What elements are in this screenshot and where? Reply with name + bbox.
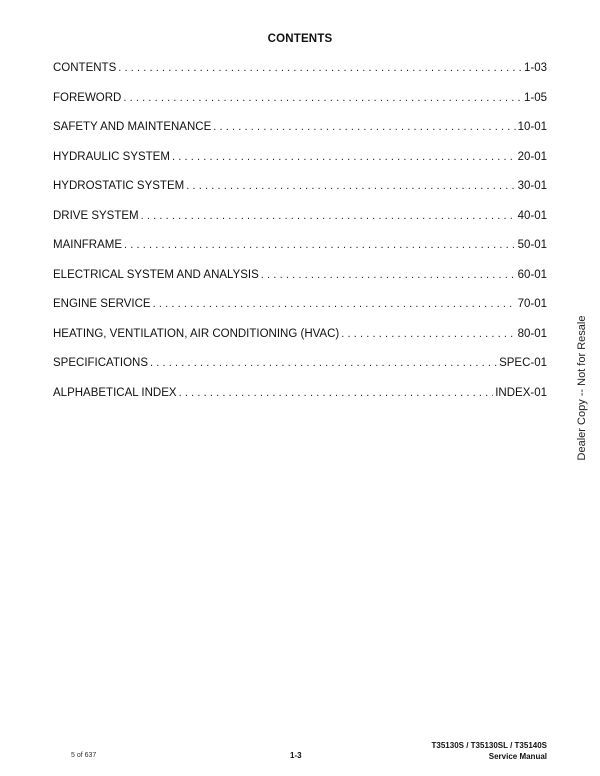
toc-entry-page: 30-01: [517, 180, 547, 192]
toc-entry-label: DRIVE SYSTEM: [53, 209, 139, 222]
toc-entry[interactable]: [53, 353, 547, 383]
toc-entry-page: 50-01: [517, 239, 547, 251]
toc-entry-page: 1-05: [523, 91, 547, 104]
toc-leader-dots: [141, 208, 516, 224]
toc-entry-page: SPEC-01: [499, 357, 547, 369]
toc-entry-page: 60-01: [517, 268, 547, 281]
toc-leader-dots: [118, 60, 522, 76]
page-number: 1-3: [290, 751, 302, 760]
toc-entry-label: ENGINE SERVICE: [53, 298, 151, 310]
toc-entry-label: SAFETY AND MAINTENANCE: [53, 121, 212, 133]
toc-entry-page: 70-01: [517, 298, 547, 310]
toc-leader-dots: [341, 326, 515, 342]
toc-entry[interactable]: [53, 176, 547, 206]
toc-entry[interactable]: [53, 324, 547, 354]
toc-entry-label: SPECIFICATIONS: [53, 357, 148, 369]
toc-leader-dots: [150, 355, 497, 371]
toc-entry-page: 10-01: [517, 121, 547, 133]
page-count: 5 of 637: [71, 752, 97, 759]
toc-entry-label: HEATING, VENTILATION, AIR CONDITIONING (HVAC): [53, 327, 340, 340]
table-of-contents: [53, 58, 547, 412]
toc-entry[interactable]: [53, 265, 547, 295]
footer-model-numbers: T35130S / T35130SL / T35140S: [431, 741, 547, 750]
toc-entry[interactable]: [53, 235, 547, 265]
toc-leader-dots: [213, 119, 515, 135]
toc-entry[interactable]: [53, 383, 547, 413]
toc-entry-page: 80-01: [517, 327, 547, 340]
toc-entry-label: ALPHABETICAL INDEX: [53, 386, 177, 399]
toc-leader-dots: [186, 178, 515, 194]
toc-entry-page: 40-01: [517, 209, 547, 222]
toc-entry[interactable]: [53, 88, 547, 118]
footer-model-info: [432, 740, 547, 762]
dealer-copy-watermark: Dealer Copy -- Not for Resale: [576, 315, 588, 461]
toc-entry-page: 1-03: [523, 62, 547, 74]
toc-entry-label: MAINFRAME: [53, 239, 122, 251]
toc-entry-label: HYDRAULIC SYSTEM: [53, 150, 170, 163]
toc-leader-dots: [123, 90, 522, 106]
toc-leader-dots: [179, 385, 494, 401]
toc-leader-dots: [172, 149, 516, 165]
toc-entry-label: HYDROSTATIC SYSTEM: [53, 180, 185, 192]
toc-entry-page: INDEX-01: [495, 386, 547, 399]
toc-entry-label: ELECTRICAL SYSTEM AND ANALYSIS: [53, 268, 259, 281]
toc-leader-dots: [124, 237, 516, 253]
toc-leader-dots: [261, 267, 516, 283]
toc-leader-dots: [153, 296, 516, 312]
toc-entry[interactable]: [53, 58, 547, 88]
toc-entry-label: CONTENTS: [53, 62, 117, 74]
toc-entry[interactable]: [53, 147, 547, 177]
toc-entry[interactable]: [53, 206, 547, 236]
page-title: CONTENTS: [267, 33, 333, 45]
footer-manual-type: Service Manual: [488, 752, 547, 761]
toc-entry-label: FOREWORD: [53, 91, 122, 104]
toc-entry[interactable]: [53, 117, 547, 147]
toc-entry-page: 20-01: [517, 150, 547, 163]
toc-entry[interactable]: [53, 294, 547, 324]
